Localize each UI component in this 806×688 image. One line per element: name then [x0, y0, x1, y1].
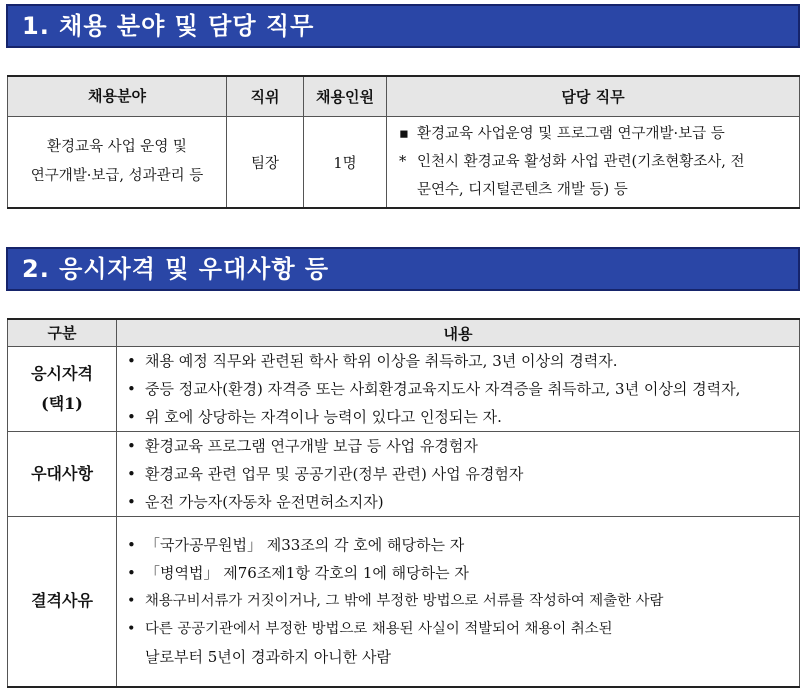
- duty-text: 인천시 환경교육 활성화 사업 관련(기초현황조사, 전: [417, 154, 745, 170]
- duty-text: 환경교육 사업운영 및 프로그램 연구개발·보급 등: [417, 126, 725, 142]
- table-row: [8, 117, 800, 209]
- bullet-icon: •: [127, 465, 136, 483]
- category-label: 결격사유: [31, 591, 93, 611]
- category-sublabel: (택1): [41, 394, 83, 413]
- list-item: [127, 587, 799, 615]
- bullet-icon: •: [127, 593, 136, 610]
- field-line-2: 연구개발·보급, 성과관리 등: [30, 168, 204, 184]
- field-cell: [8, 117, 227, 209]
- count-cell: 1명: [304, 117, 387, 209]
- square-bullet-icon: ▪: [399, 126, 409, 142]
- content-cell: [117, 347, 800, 432]
- category-cell: [8, 347, 117, 432]
- bullet-icon: •: [127, 536, 136, 555]
- list-item: [127, 488, 799, 516]
- bullet-icon: •: [127, 408, 136, 426]
- category-label: 우대사항: [31, 464, 93, 483]
- header-content: 내용: [117, 319, 800, 347]
- item-text: 채용 예정 직무와 관련된 학사 학위 이상을 취득하고, 3년 이상의 경력자.: [145, 352, 618, 370]
- job-field-table: [7, 75, 800, 209]
- list-item: [127, 531, 799, 559]
- table-header-row: [8, 76, 800, 117]
- item-text: 운전 가능자(자동차 운전면허소지자): [145, 493, 384, 511]
- table-row: [8, 347, 800, 432]
- bullet-icon: •: [127, 437, 136, 455]
- section-2-title: 2. 응시자격 및 우대사항 등: [6, 247, 800, 291]
- bullet-icon: •: [127, 380, 136, 398]
- field-line-1: 환경교육 사업 운영 및: [47, 139, 187, 155]
- list-item: [127, 375, 799, 403]
- list-item: [127, 432, 799, 460]
- list-item: [127, 347, 799, 375]
- category-cell: [8, 517, 117, 687]
- item-text: 위 호에 상당하는 자격이나 능력이 있다고 인정되는 자.: [145, 408, 502, 426]
- header-position: 직위: [227, 76, 304, 117]
- item-text: 채용구비서류가 거짓이거나, 그 밖에 부정한 방법으로 서류를 작성하여 제출한 사람: [145, 593, 664, 610]
- category-label: 응시자격: [31, 364, 93, 383]
- asterisk-bullet-icon: *: [399, 154, 407, 170]
- list-item: [127, 615, 799, 643]
- bullet-icon: •: [127, 352, 136, 370]
- list-item-continuation: 날로부터 5년이 경과하지 아니한 사람: [145, 648, 391, 667]
- item-text: 다른 공공기관에서 부정한 방법으로 채용된 사실이 적발되어 채용이 취소된: [145, 621, 613, 638]
- content-cell: [117, 432, 800, 517]
- duty-item: [399, 148, 799, 176]
- list-item: [127, 403, 799, 431]
- qualification-table: [7, 318, 800, 688]
- list-item: [127, 559, 799, 587]
- header-category: 구분: [8, 319, 117, 347]
- position-cell: 팀장: [227, 117, 304, 209]
- header-duties: 담당 직무: [387, 76, 800, 117]
- category-cell: [8, 432, 117, 517]
- section-1-title: 1. 채용 분야 및 담당 직무: [6, 4, 800, 48]
- header-field: 채용분야: [8, 76, 227, 117]
- bullet-icon: •: [127, 621, 136, 638]
- duty-item: [399, 120, 799, 148]
- table-row: [8, 517, 800, 687]
- content-cell: [117, 517, 800, 687]
- item-text: 「국가공무원법」 제33조의 각 호에 해당하는 자: [145, 536, 465, 555]
- item-text: 환경교육 프로그램 연구개발 보급 등 사업 유경험자: [145, 437, 478, 455]
- list-item: [127, 460, 799, 488]
- duties-cell: [387, 117, 800, 209]
- duty-continuation: 문연수, 디지털콘텐츠 개발 등) 등: [417, 182, 628, 198]
- item-text: 중등 정교사(환경) 자격증 또는 사회환경교육지도사 자격증을 취득하고, 3년 이상의 경력자,: [145, 380, 741, 398]
- item-text: 환경교육 관련 업무 및 공공기관(정부 관련) 사업 유경험자: [145, 465, 524, 483]
- header-count: 채용인원: [304, 76, 387, 117]
- bullet-icon: •: [127, 493, 136, 511]
- table-header-row: [8, 319, 800, 347]
- item-text: 「병역법」 제76조제1항 각호의 1에 해당하는 자: [145, 564, 469, 583]
- table-row: [8, 432, 800, 517]
- bullet-icon: •: [127, 564, 136, 583]
